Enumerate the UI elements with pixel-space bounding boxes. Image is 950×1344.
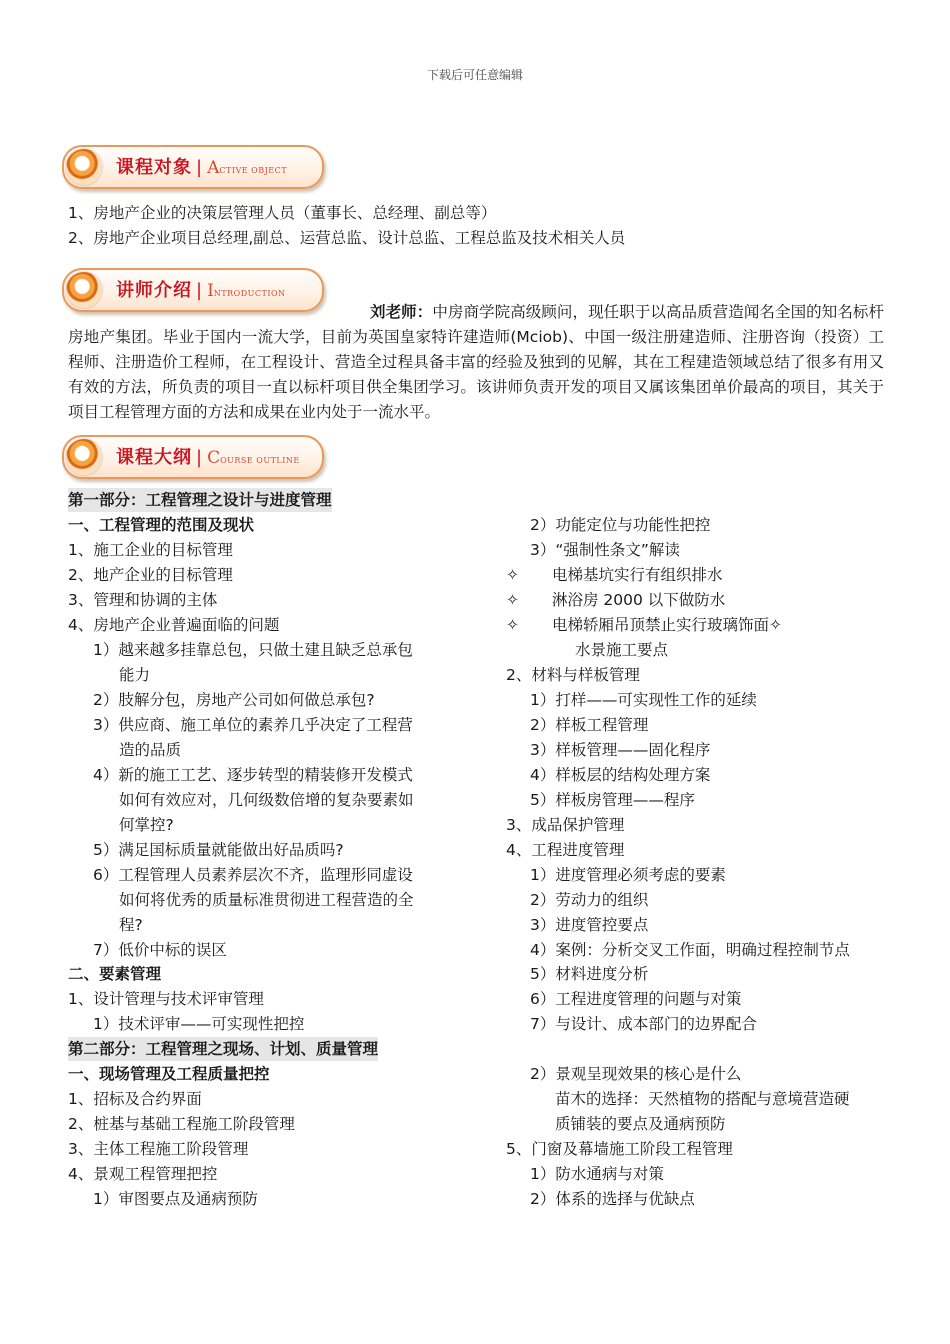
- outline-subitem: 5）材料进度分析: [530, 965, 649, 983]
- teacher-bio: 中房商学院高级顾问，现任职于以高品质营造闻名全国的知名标杆房地产集团。毕业于国内一流大学，目前为英国皇家特许建造师(Mciob)、中国一级注册建造师、注册咨询（投资）工程师、注册造价工程师，在工程设计、营造全过程具备丰富的经验及独到的见解，其在工程建造领域总结了很多有用又有效的方法，所负责的项目一直以标杆项目供全集团学习。该讲师负责开发的项目又属该集团单价最高的项目，其关于项目工程管理方面的方法和成果在业内处于一流水平。: [68, 303, 884, 421]
- outline-subitem: 2）景观呈现效果的核心是什么: [530, 1065, 742, 1083]
- outline-subitem: 1）进度管理必须考虑的要素: [530, 866, 726, 884]
- outline-subitem: 7）与设计、成本部门的边界配合: [530, 1015, 757, 1033]
- outline-item: 2、材料与样板管理: [506, 666, 640, 684]
- outline-item: 1、施工企业的目标管理: [68, 541, 233, 559]
- outline-part-heading: 第二部分：工程管理之现场、计划、质量管理: [68, 1037, 378, 1061]
- outline-subitem: 2）体系的选择与优缺点: [530, 1190, 695, 1208]
- banner-sep: |: [196, 157, 204, 178]
- banner-sep: |: [196, 280, 204, 301]
- outline-subitem-cont: 能力: [119, 666, 151, 684]
- outline-subitem-cont: 如何将优秀的质量标准贯彻进工程营造的全: [119, 891, 414, 909]
- banner-en-initial: C: [207, 448, 221, 468]
- outline-subitem: 4）新的施工工艺、逐步转型的精装修开发模式: [93, 766, 413, 784]
- outline-subitem: 4）案例：分析交叉工作面，明确过程控制节点: [530, 941, 850, 959]
- outline-subitem: 3）供应商、施工单位的素养几乎决定了工程营: [93, 716, 413, 734]
- outline-item: 5、门窗及幕墙施工阶段工程管理: [506, 1140, 733, 1158]
- outline-bullet-item: 电梯轿厢吊顶禁止实行玻璃饰面✧: [552, 616, 782, 634]
- section-banner-outline: [62, 435, 324, 479]
- banner-sep: |: [196, 447, 204, 468]
- outline-item: 1、招标及合约界面: [68, 1090, 202, 1108]
- header-note: 下载后可任意编辑: [426, 68, 523, 82]
- outline-subitem: 3）进度管控要点: [530, 916, 649, 934]
- banner-en-rest: CTIVE OBJECT: [219, 166, 288, 175]
- banner-title: [116, 276, 286, 302]
- outline-item: 1、设计管理与技术评审管理: [68, 990, 264, 1008]
- outline-item: 3、管理和协调的主体: [68, 591, 218, 609]
- outline-subitem: 6）工程进度管理的问题与对策: [530, 990, 742, 1008]
- outline-subitem: 4）样板层的结构处理方案: [530, 766, 711, 784]
- outline-subitem-cont: 造的品质: [119, 741, 182, 759]
- circle-bullet-icon: [66, 439, 102, 475]
- outline-subitem: 3）样板管理——固化程序: [530, 741, 711, 759]
- outline-item: 4、景观工程管理把控: [68, 1165, 218, 1183]
- four-point-star-icon: ✧: [506, 616, 519, 634]
- outline-subitem: 3）“强制性条文”解读: [530, 541, 680, 559]
- outline-bullet-item: 电梯基坑实行有组织排水: [552, 566, 723, 584]
- outline-subitem: 2）劳动力的组织: [530, 891, 649, 909]
- outline-chapter-heading: 二、要素管理: [68, 965, 162, 983]
- outline-subitem: 5）满足国标质量就能做出好品质吗?: [93, 841, 344, 859]
- outline-subitem: 6）工程管理人员素养层次不齐，监理形同虚设: [93, 866, 413, 884]
- teacher-name: 刘老师：: [370, 303, 433, 321]
- outline-chapter-heading: 一、工程管理的范围及现状: [68, 516, 255, 534]
- outline-chapter-heading: 一、现场管理及工程质量把控: [68, 1065, 270, 1083]
- outline-subitem: 1）越来越多挂靠总包，只做土建且缺乏总承包: [93, 641, 413, 659]
- banner-en-initial: I: [207, 281, 214, 301]
- outline-subitem: 5）样板房管理——程序: [530, 791, 695, 809]
- outline-subitem: 1）打样——可实现性工作的延续: [530, 691, 757, 709]
- outline-item: 3、成品保护管理: [506, 816, 625, 834]
- outline-subitem: 1）防水通病与对策: [530, 1165, 664, 1183]
- banner-en-rest: NTRODUCTION: [213, 289, 286, 298]
- four-point-star-icon: ✧: [506, 591, 519, 609]
- banner-title: [116, 153, 287, 179]
- outline-subitem: 7）低价中标的误区: [93, 941, 227, 959]
- banner-en-rest: OURSE OUTLINE: [220, 456, 300, 465]
- teacher-bio-paragraph: [68, 300, 884, 425]
- banner-en-initial: A: [207, 158, 220, 178]
- circle-bullet-icon: [66, 149, 102, 185]
- object-item-2: 2、房地产企业项目总经理,副总、运营总监、设计总监、工程总监及技术相关人员: [68, 229, 626, 247]
- object-item-1: 1、房地产企业的决策层管理人员（董事长、总经理、副总等）: [68, 204, 497, 222]
- outline-bullet-item: 水景施工要点: [575, 641, 669, 659]
- outline-item: 3、主体工程施工阶段管理: [68, 1140, 249, 1158]
- banner-title-cn: 课程大纲: [116, 447, 192, 468]
- section-banner-objects: [62, 145, 324, 189]
- banner-title-cn: 讲师介绍: [116, 280, 192, 301]
- outline-bullet-item: 淋浴房 2000 以下做防水: [552, 591, 726, 609]
- outline-subitem: 2）肢解分包，房地产公司如何做总承包?: [93, 691, 375, 709]
- four-point-star-icon: ✧: [506, 566, 519, 584]
- outline-subitem-cont: 何掌控?: [119, 816, 174, 834]
- outline-subitem: 1）技术评审——可实现性把控: [93, 1015, 305, 1033]
- banner-title: [116, 443, 300, 469]
- outline-item: 2、桩基与基础工程施工阶段管理: [68, 1115, 295, 1133]
- outline-item: 4、房地产企业普遍面临的问题: [68, 616, 280, 634]
- outline-subitem-cont: 程?: [119, 916, 143, 934]
- outline-item: 2、地产企业的目标管理: [68, 566, 233, 584]
- outline-item: 4、工程进度管理: [506, 841, 625, 859]
- outline-subitem: 1）审图要点及通病预防: [93, 1190, 258, 1208]
- outline-subitem-cont: 苗木的选择：天然植物的搭配与意境营造硬: [555, 1090, 850, 1108]
- outline-subitem: 2）样板工程管理: [530, 716, 649, 734]
- banner-title-cn: 课程对象: [116, 157, 192, 178]
- outline-part-heading: 第一部分：工程管理之设计与进度管理: [68, 488, 332, 512]
- outline-subitem: 2）功能定位与功能性把控: [530, 516, 711, 534]
- outline-subitem-cont: 质铺装的要点及通病预防: [555, 1115, 726, 1133]
- outline-subitem-cont: 如何有效应对，几何级数倍增的复杂要素如: [119, 791, 414, 809]
